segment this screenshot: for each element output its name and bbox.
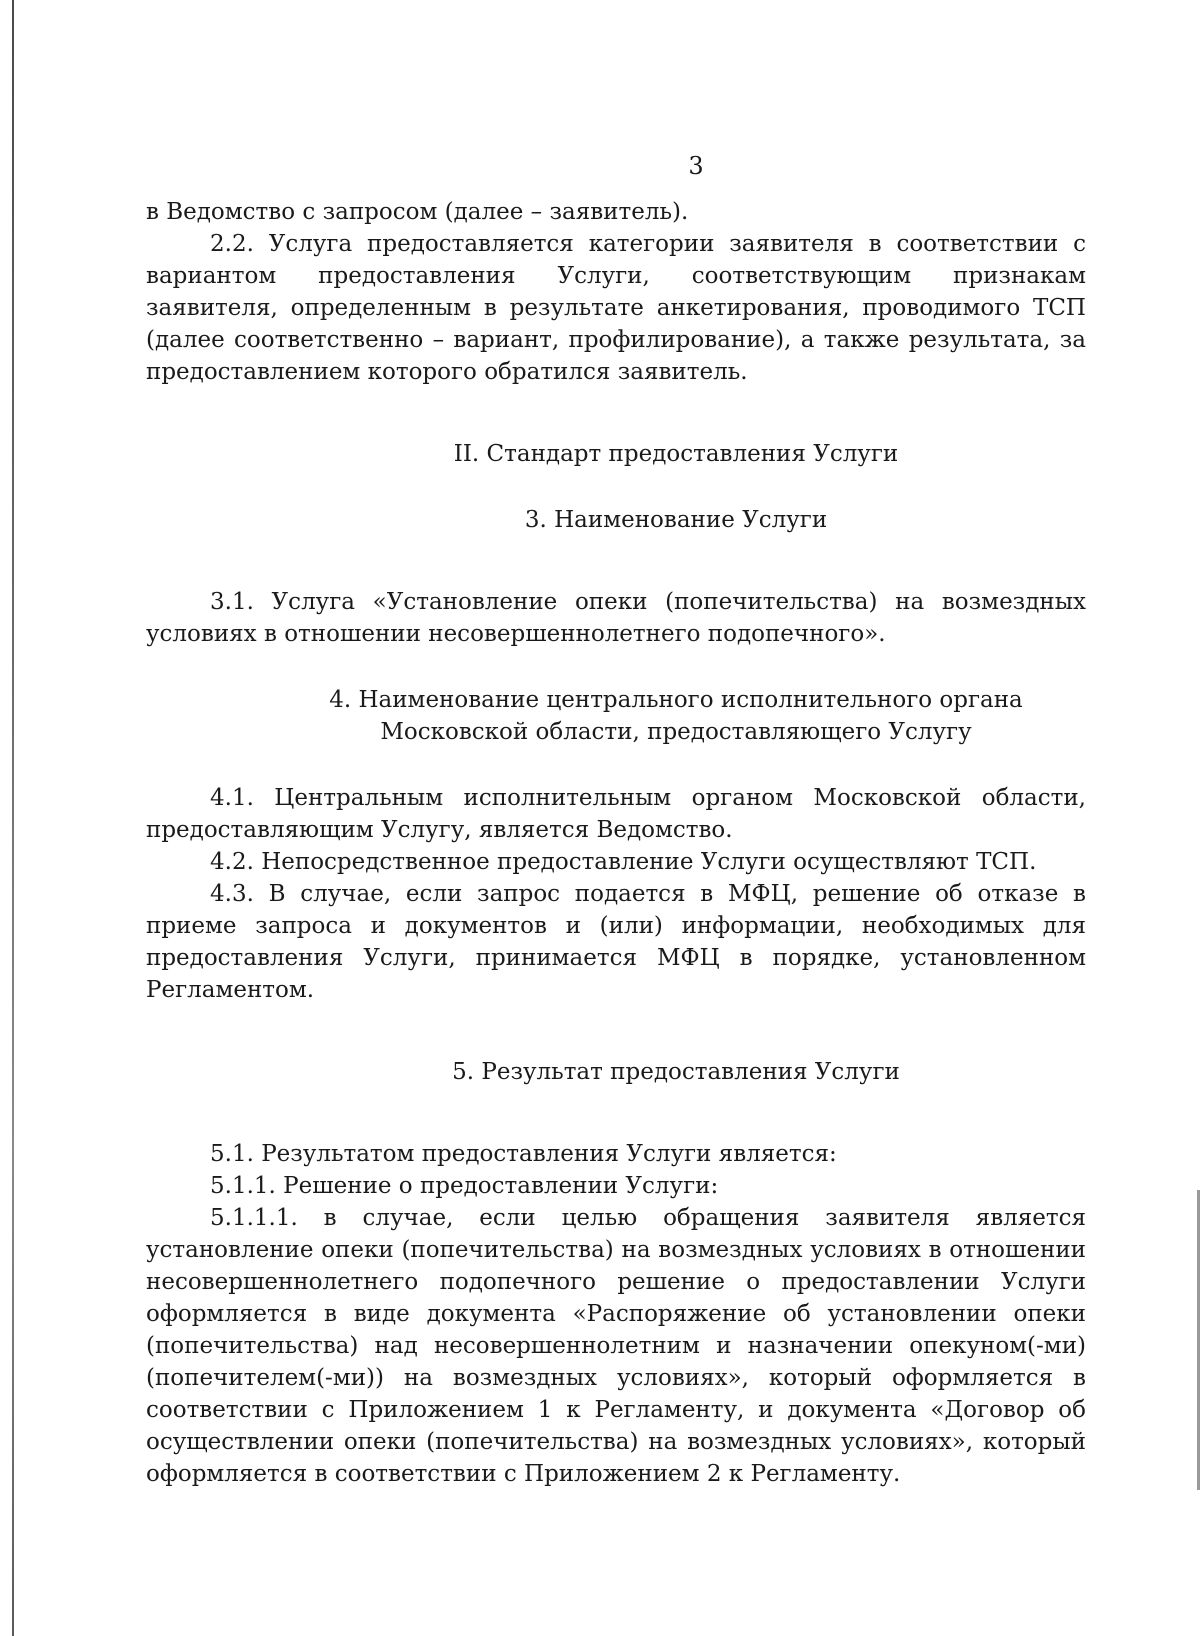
heading-4-line-2: Московской области, предоставляющего Услугу — [380, 719, 972, 745]
page-number: 3 — [688, 152, 704, 180]
section-title: II. Стандарт предоставления Услуги — [453, 441, 899, 467]
paragraph-5-1-1: 5.1.1. Решение о предоставлении Услуги: — [210, 1173, 719, 1199]
paragraph-4-3: 4.3. В случае, если запрос подается в МФЦ, решение об отказе в приеме запроса и документов и (или) информации, необходимых для предоставления Услуги, принимается МФЦ в порядке, установленном Регламентом. — [146, 881, 1086, 1003]
paragraph-continuation: в Ведомство с запросом (далее – заявитель). — [146, 199, 689, 225]
heading-4-line-1: 4. Наименование центрального исполнительного органа — [329, 687, 1023, 713]
scan-left-edge — [12, 0, 14, 1636]
paragraph-4-1: 4.1. Центральным исполнительным органом Московской области, предоставляющим Услугу, является Ведомство. — [146, 785, 1086, 843]
paragraph-5-1-1-1: 5.1.1.1. в случае, если целью обращения заявителя является установление опеки (попечительства) на возмездных условиях в отношении несовершеннолетнего подопечного решение о предоставлении Услуги оформляется в виде документа «Распоряжение об установлении опеки (попечительства) над несовершеннолетним и назначении опекуном(-ми) (попечителем(-ми)) на возмездных условиях», который оформляется в соответствии с Приложением 1 к Регламенту, и документа «Договор об осуществлении опеки (попечительства) на возмездных условиях», который оформляется в соответствии с Приложением 2 к Регламенту. — [146, 1205, 1086, 1487]
document-page — [146, 150, 1086, 1490]
heading-5: 5. Результат предоставления Услуги — [452, 1059, 900, 1085]
paragraph-2-2: 2.2. Услуга предоставляется категории заявителя в соответствии с вариантом предоставления Услуги, соответствующим признакам заявителя, определенным в результате анкетирования, проводимого ТСП (далее соответственно – вариант, профилирование), а также результата, за предоставлением которого обратился заявитель. — [146, 231, 1086, 385]
paragraph-3-1: 3.1. Услуга «Установление опеки (попечительства) на возмездных условиях в отношении несовершеннолетнего подопечного». — [146, 589, 1086, 647]
paragraph-5-1: 5.1. Результатом предоставления Услуги является: — [210, 1141, 837, 1167]
paragraph-4-2: 4.2. Непосредственное предоставление Услуги осуществляют ТСП. — [210, 849, 1037, 875]
heading-3: 3. Наименование Услуги — [524, 507, 828, 533]
